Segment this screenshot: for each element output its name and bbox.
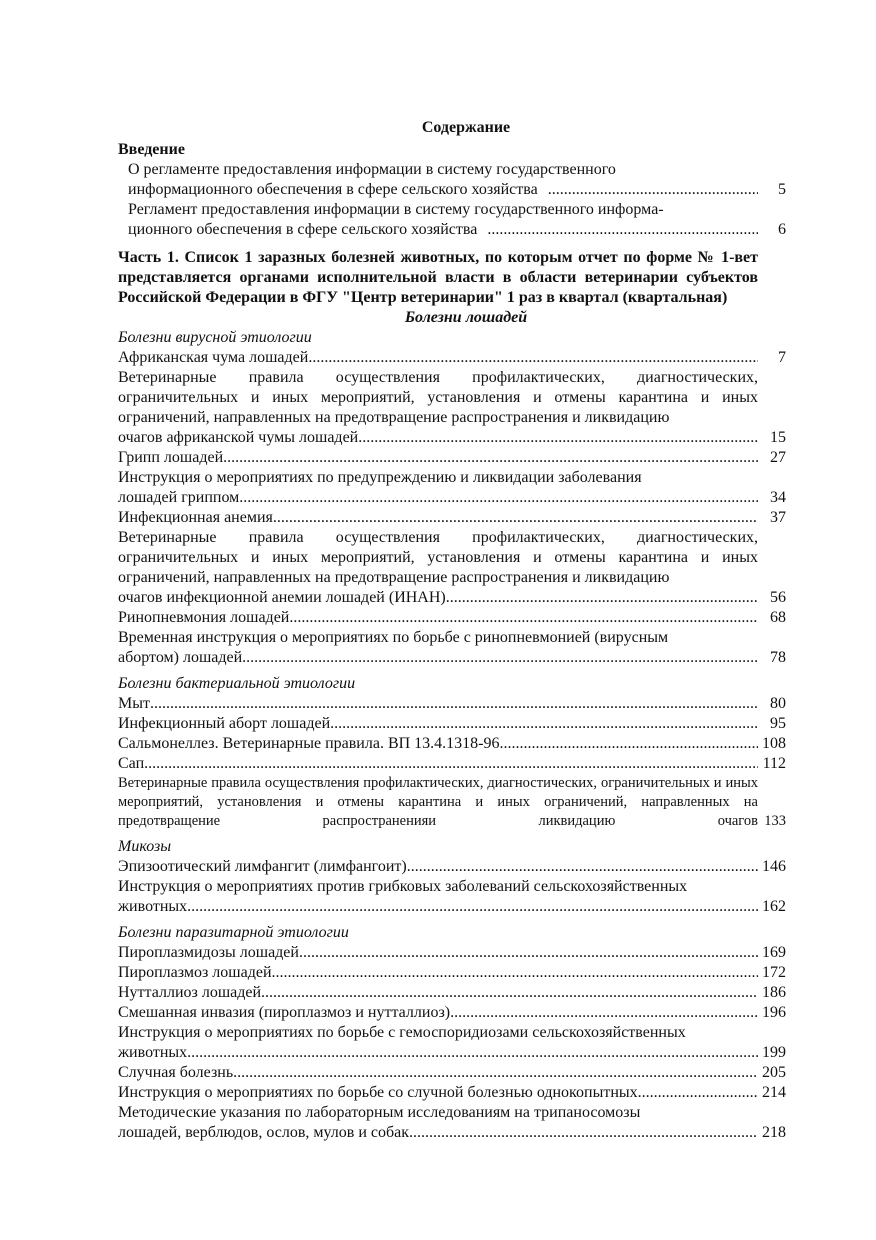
- toc-entry: [118, 943, 786, 963]
- entry-text: Случная болезнь: [118, 1064, 234, 1081]
- entry-text: Инфекционная анемия: [118, 509, 273, 526]
- group-heading: Болезни паразитарной этиологии: [118, 924, 349, 941]
- dot-leader: [450, 1003, 758, 1023]
- entry-text: абортом) лошадей: [118, 649, 243, 666]
- toc-entry: [118, 1063, 786, 1083]
- dot-leader: [242, 648, 758, 668]
- page-number: 146: [762, 858, 786, 875]
- toc-entry: [118, 608, 786, 628]
- toc-entry: [118, 1003, 786, 1023]
- toc-entry: [118, 774, 786, 831]
- toc-entry: [118, 448, 786, 468]
- toc-entry: [118, 694, 786, 714]
- page-number: 214: [762, 1084, 786, 1101]
- page-number: 186: [762, 984, 786, 1001]
- toc-entry: [118, 348, 786, 368]
- page-number: 7: [778, 349, 786, 366]
- dot-leader: [308, 348, 758, 368]
- toc-entry: [118, 714, 786, 734]
- group-heading: Болезни бактериальной этиологии: [118, 675, 356, 692]
- toc-entry: [118, 1103, 786, 1143]
- toc-entry: [118, 508, 786, 528]
- toc-entry: [118, 1023, 786, 1063]
- page-number: 162: [762, 898, 786, 915]
- page-number: 112: [762, 755, 786, 772]
- toc-entry: [118, 1083, 786, 1103]
- page-number: 196: [762, 1004, 786, 1021]
- toc-entry: [118, 877, 786, 917]
- entry-text: очагов африканской чумы лошадей: [118, 429, 359, 446]
- entry-text: Ветеринарные правила осуществления профилактических, диагностических, ограничительных и иных мероприятий, установления и отмены карантина и иных ограничений, направленных на предотвращение распространения и ликвидацию: [118, 369, 758, 426]
- page-number: 6: [778, 221, 786, 238]
- entry-text: Ринопневмония лошадей: [118, 609, 290, 626]
- toc-groups: [118, 328, 786, 1143]
- page-number: 80: [770, 695, 786, 712]
- page-number: 34: [770, 489, 786, 506]
- toc-entry: [118, 368, 786, 448]
- toc-entry: [118, 857, 786, 877]
- dot-leader: [477, 220, 758, 240]
- page-number: 172: [762, 964, 786, 981]
- entry-text: Сап: [118, 755, 145, 772]
- dot-leader: [299, 943, 758, 963]
- dot-leader: [272, 963, 758, 983]
- page-title: Содержание: [421, 119, 511, 136]
- entry-text: Ветеринарные правила осуществления профилактических, диагностических, ограничительных и иных мероприятий, установления и отмены карантина и иных ограничений, направленных на предотвращение распространенияи ликвидацию очагов: [118, 775, 758, 829]
- entry-text: Инструкция о мероприятиях по предупреждению и ликвидации заболевания: [118, 469, 642, 486]
- entry-text: Эпизоотический лимфангит (лимфангоит): [118, 858, 407, 875]
- dot-leader: [358, 428, 758, 448]
- intro-heading: Введение: [118, 141, 185, 158]
- entry-text: О регламенте предоставления информации в систему государственного: [128, 161, 616, 178]
- group-heading: Микозы: [118, 838, 172, 855]
- toc-entry: [118, 734, 786, 754]
- toc-entry: [118, 963, 786, 983]
- dot-leader: [409, 1123, 758, 1143]
- table-of-contents: [118, 118, 786, 1143]
- entry-text: Регламент предоставления информации в систему государственного информа-: [128, 201, 664, 218]
- page-number: 108: [762, 735, 786, 752]
- dot-leader: [289, 608, 758, 628]
- entry-text: Методические указания по лабораторным исследованиям на трипаносомозы: [118, 1104, 641, 1121]
- page-number: 56: [770, 589, 786, 606]
- entry-text: Нутталлиоз лошадей: [118, 984, 262, 1001]
- entry-text: Инструкция о мероприятиях по борьбе со случной болезнью однокопытных: [118, 1084, 638, 1101]
- toc-entry: [118, 983, 786, 1003]
- entry-text: Пироплазмоз лошадей: [118, 964, 272, 981]
- page-number: 37: [770, 509, 786, 526]
- dot-leader: [187, 1043, 758, 1063]
- entry-text: Ветеринарные правила осуществления профилактических, диагностических, ограничительных и иных мероприятий, установления и отмены карантина и иных ограничений, направленных на предотвращение распространения и ликвидацию: [118, 529, 758, 586]
- intro-list: [118, 160, 786, 240]
- page-number: 169: [762, 944, 786, 961]
- entry-text: Африканская чума лошадей: [118, 349, 309, 366]
- entry-text: Инструкция о мероприятиях по борьбе с гемоспоридиозами сельскохозяйственных: [118, 1024, 686, 1041]
- entry-text: лошадей гриппом: [118, 489, 240, 506]
- dot-leader: [261, 983, 758, 1003]
- entry-text: Сальмонеллез. Ветеринарные правила. ВП 13.4.1318-96: [118, 735, 500, 752]
- dot-leader: [446, 588, 758, 608]
- entry-text: Инструкция о мероприятиях против грибковых заболеваний сельскохозяйственных: [118, 878, 688, 895]
- dot-leader: [273, 508, 758, 528]
- entry-text: Мыт: [118, 695, 150, 712]
- page-number: 5: [778, 181, 786, 198]
- toc-entry: [118, 160, 786, 200]
- entry-text: Пироплазмидозы лошадей: [118, 944, 299, 961]
- toc-entry: [118, 754, 786, 774]
- entry-text: Временная инструкция о мероприятиях по борьбе с ринопневмонией (вирусным: [118, 629, 669, 646]
- entry-text: Грипп лошадей: [118, 449, 224, 466]
- entry-text: ционного обеспечения в сфере сельского хозяйства: [128, 221, 478, 238]
- page-number: 199: [762, 1044, 786, 1061]
- dot-leader: [500, 734, 759, 754]
- entry-text: животных: [118, 898, 188, 915]
- dot-leader: [538, 180, 758, 200]
- dot-leader: [150, 694, 758, 714]
- dot-leader: [223, 448, 758, 468]
- page-number: 205: [762, 1064, 786, 1081]
- group-heading: Болезни вирусной этиологии: [118, 329, 312, 346]
- entry-text: лошадей, верблюдов, ослов, мулов и собак: [118, 1124, 410, 1141]
- entry-text: животных: [118, 1044, 188, 1061]
- toc-entry: [118, 528, 786, 608]
- toc-entry: [118, 200, 786, 240]
- toc-entry: [118, 628, 786, 668]
- page-number: 78: [770, 649, 786, 666]
- dot-leader: [239, 488, 758, 508]
- page-number: 15: [770, 429, 786, 446]
- page-number: 68: [770, 609, 786, 626]
- dot-leader: [144, 754, 758, 774]
- part-heading: Часть 1. Список 1 заразных болезней животных, по которым отчет по форме № 1-вет представляется органами исполнительной власти в области ветеринарии субъектов Российской Федерации в ФГУ "Центр ветеринарии" 1 раз в квартал (квартальная): [118, 249, 758, 306]
- page-number: 95: [770, 715, 786, 732]
- dot-leader: [407, 857, 758, 877]
- page-number: 27: [770, 449, 786, 466]
- dot-leader: [187, 897, 758, 917]
- entry-text: Инфекционный аборт лошадей: [118, 715, 331, 732]
- dot-leader: [638, 1083, 758, 1103]
- section-heading: Болезни лошадей: [404, 309, 528, 326]
- entry-text: Смешанная инвазия (пироплазмоз и нутталлиоз): [118, 1004, 451, 1021]
- dot-leader: [233, 1063, 758, 1083]
- entry-text: очагов инфекционной анемии лошадей (ИНАН): [118, 589, 446, 606]
- entry-text: информационного обеспечения в сфере сельского хозяйства: [128, 181, 538, 198]
- page-number: 218: [762, 1124, 786, 1141]
- page-number: 133: [764, 813, 786, 829]
- dot-leader: [330, 714, 758, 734]
- toc-entry: [118, 468, 786, 508]
